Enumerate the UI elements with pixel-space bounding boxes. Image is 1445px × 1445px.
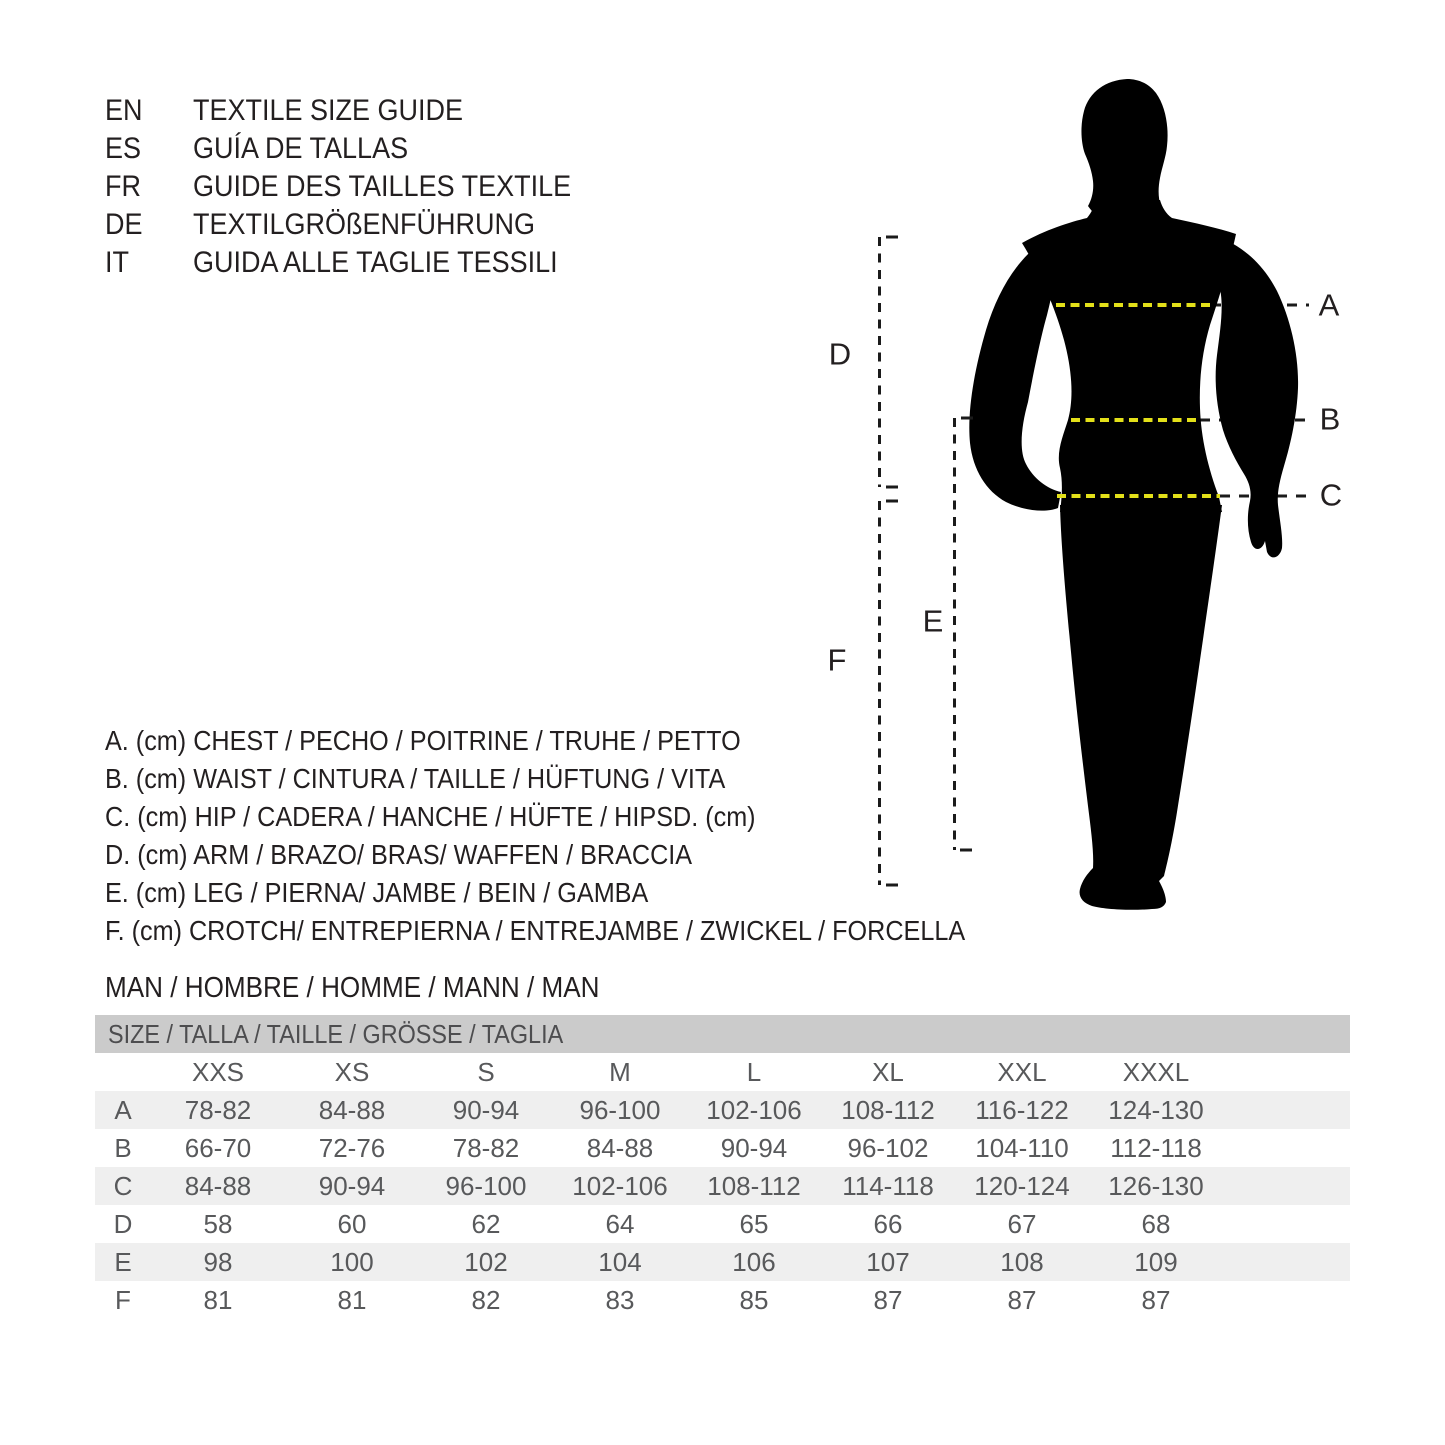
row-label: A: [95, 1091, 151, 1129]
table-cell: 72-76: [318, 1132, 386, 1163]
language-code: EN: [105, 94, 143, 127]
table-cell: 120-124: [955, 1167, 1089, 1205]
table-cell: 84-88: [586, 1132, 654, 1163]
table-cell: 58: [203, 1208, 233, 1239]
table-cell: 112-118: [1110, 1132, 1202, 1163]
column-header: XXXL: [1122, 1056, 1190, 1087]
column-header: XL: [872, 1056, 904, 1087]
table-cell: 108-112: [687, 1167, 821, 1205]
table-cell: 66-70: [184, 1132, 252, 1163]
legend-item-hip: C. (cm) HIP / CADERA / HANCHE / HÜFTE / HIPSD. (cm): [105, 801, 756, 832]
legend-item-chest: A. (cm) CHEST / PECHO / POITRINE / TRUHE / PETTO: [105, 725, 741, 756]
column-header: L: [746, 1056, 762, 1087]
table-cell: 68: [1141, 1208, 1171, 1239]
table-cell: 108-112: [821, 1091, 955, 1129]
arm-label: D: [828, 336, 852, 372]
table-cell: 100: [285, 1243, 419, 1281]
legend-item-arm: D. (cm) ARM / BRAZO/ BRAS/ WAFFEN / BRACCIA: [105, 839, 693, 870]
table-cell: 90-94: [285, 1167, 419, 1205]
table-cell: 82: [471, 1284, 501, 1315]
table-cell: 102-106: [553, 1167, 687, 1205]
guide-title: TEXTILGRÖßENFÜHRUNG: [193, 208, 536, 241]
column-header: XXS: [191, 1056, 245, 1087]
vertical-measure-lines: [880, 237, 974, 885]
table-cell: 84-88: [151, 1167, 285, 1205]
table-cell: 85: [739, 1284, 769, 1315]
table-cell: 87: [873, 1284, 903, 1315]
row-label: E: [95, 1243, 151, 1281]
table-cell: 96-100: [553, 1091, 687, 1129]
table-cell: 116-122: [955, 1091, 1089, 1129]
waist-label: B: [1319, 401, 1341, 437]
legend-item-leg: E. (cm) LEG / PIERNA/ JAMBE / BEIN / GAMBA: [105, 877, 649, 908]
table-cell: 124-130: [1089, 1091, 1223, 1129]
leg-label: E: [922, 603, 944, 639]
table-cell: 81: [337, 1284, 367, 1315]
guide-title: GUIDA ALLE TAGLIE TESSILI: [193, 246, 558, 279]
table-cell: 78-82: [452, 1132, 520, 1163]
table-cell: 67: [1007, 1208, 1037, 1239]
row-label: D: [113, 1208, 133, 1239]
size-table-title: SIZE / TALLA / TAILLE / GRÖSSE / TAGLIA: [108, 1018, 564, 1049]
table-cell: 126-130: [1089, 1167, 1223, 1205]
table-cell: 90-94: [720, 1132, 788, 1163]
left-arm-silhouette: [969, 240, 1061, 511]
table-cell: 64: [605, 1208, 635, 1239]
table-cell: 102: [419, 1243, 553, 1281]
crotch-label: F: [827, 642, 847, 678]
table-cell: 60: [337, 1208, 367, 1239]
language-code: DE: [105, 208, 143, 241]
table-cell: 62: [471, 1208, 501, 1239]
guide-title: GUÍA DE TALLAS: [193, 132, 409, 165]
table-cell: 104-110: [975, 1132, 1069, 1163]
table-cell: 108: [955, 1243, 1089, 1281]
table-cell: 106: [687, 1243, 821, 1281]
table-cell: 114-118: [821, 1167, 955, 1205]
table-cell: 65: [739, 1208, 769, 1239]
column-header: XXL: [997, 1056, 1047, 1087]
table-cell: 102-106: [687, 1091, 821, 1129]
table-cell: 83: [605, 1284, 635, 1315]
column-header: M: [609, 1056, 631, 1087]
legs-silhouette: [1060, 505, 1222, 910]
chest-label: A: [1318, 287, 1340, 323]
table-cell: 84-88: [285, 1091, 419, 1129]
table-cell: 104: [553, 1243, 687, 1281]
table-cell: 87: [1141, 1284, 1171, 1315]
table-cell: 98: [151, 1243, 285, 1281]
table-cell: 78-82: [151, 1091, 285, 1129]
table-cell: 96-102: [847, 1132, 929, 1163]
gender-heading: MAN / HOMBRE / HOMME / MANN / MAN: [105, 971, 600, 1004]
guide-title: GUIDE DES TAILLES TEXTILE: [193, 170, 572, 203]
table-cell: 90-94: [419, 1091, 553, 1129]
table-cell: 87: [1007, 1284, 1037, 1315]
row-label: F: [115, 1284, 131, 1315]
guide-title: TEXTILE SIZE GUIDE: [193, 94, 464, 127]
table-cell: 66: [873, 1208, 903, 1239]
language-code: IT: [105, 246, 130, 279]
language-code: ES: [105, 132, 142, 165]
row-label: C: [95, 1167, 151, 1205]
legend-item-crotch: F. (cm) CROTCH/ ENTREPIERNA / ENTREJAMBE / ZWICKEL / FORCELLA: [105, 915, 966, 946]
table-cell: 81: [203, 1284, 233, 1315]
row-label: B: [114, 1132, 132, 1163]
table-cell: 96-100: [419, 1167, 553, 1205]
column-header: S: [477, 1056, 495, 1087]
table-cell: 107: [821, 1243, 955, 1281]
column-header: XS: [334, 1056, 370, 1087]
language-code: FR: [105, 170, 141, 203]
hip-label: C: [1319, 477, 1343, 513]
table-cell: 109: [1089, 1243, 1223, 1281]
legend-item-waist: B. (cm) WAIST / CINTURA / TAILLE / HÜFTUNG / VITA: [105, 763, 726, 794]
